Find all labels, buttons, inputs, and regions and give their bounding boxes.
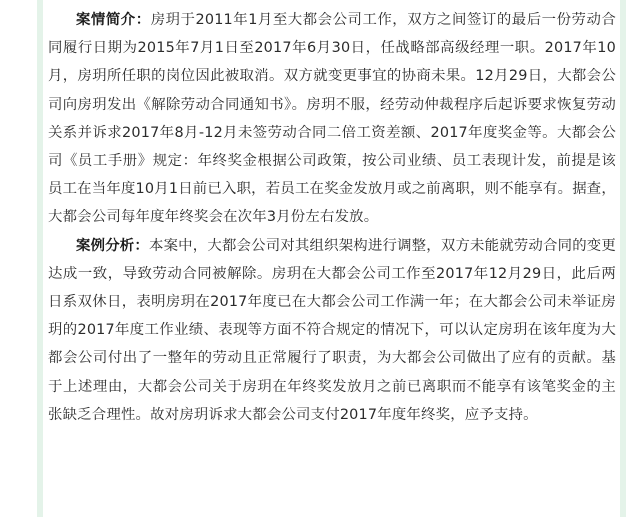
case-intro-label: 案情简介： (76, 12, 151, 28)
right-border-decoration (620, 0, 626, 517)
case-analysis-label: 案例分析： (76, 237, 149, 254)
article-body (48, 6, 616, 429)
case-intro-text: 房玥于2011年1月至大都会公司工作，双方之间签订的最后一份劳动合同履行日期为2015年7月1日至2017年6月30日，任战略部高级经理一职。2017年10月，房玥所任职的岗位因此被取消。双方就变更事宜的协商未果。12月29日，大都会公司向房玥发出《解除劳动合同通知书》。房玥不服，经劳动仲裁程序后起诉要求恢复劳动关系并诉求2017年8月-12月未签劳动合同二倍工资差额、2017年度奖金等。大都会公司《员工手册》规定：年终奖金根据公司政策，按公司业绩、员工表现计发，前提是该员工在当年度10月1日前已入职，若员工在奖金发放月或之前离职，则不能享有。据查，大都会公司每年度年终奖会在次年3月份左右发放。 (48, 12, 616, 226)
case-analysis-text: 本案中，大都会公司对其组织架构进行调整，双方未能就劳动合同的变更达成一致，导致劳动合同被解除。房玥在大都会公司工作至2017年12月29日，此后两日系双休日，表明房玥在2017年度已在大都会公司工作满一年；在大都会公司未举证房玥的2017年度工作业绩、表现等方面不符合规定的情况下，可以认定房玥在该年度为大都会公司付出了一整年的劳动且正常履行了职责，为大都会公司做出了应有的贡献。基于上述理由，大都会公司关于房玥在年终奖发放月之前已离职而不能享有该笔奖金的主张缺乏合理性。故对房玥诉求大都会公司支付2017年度年终奖，应予支持。 (48, 237, 616, 423)
left-border-decoration (37, 0, 43, 517)
case-intro-paragraph (48, 6, 616, 232)
case-analysis-paragraph (48, 232, 616, 429)
